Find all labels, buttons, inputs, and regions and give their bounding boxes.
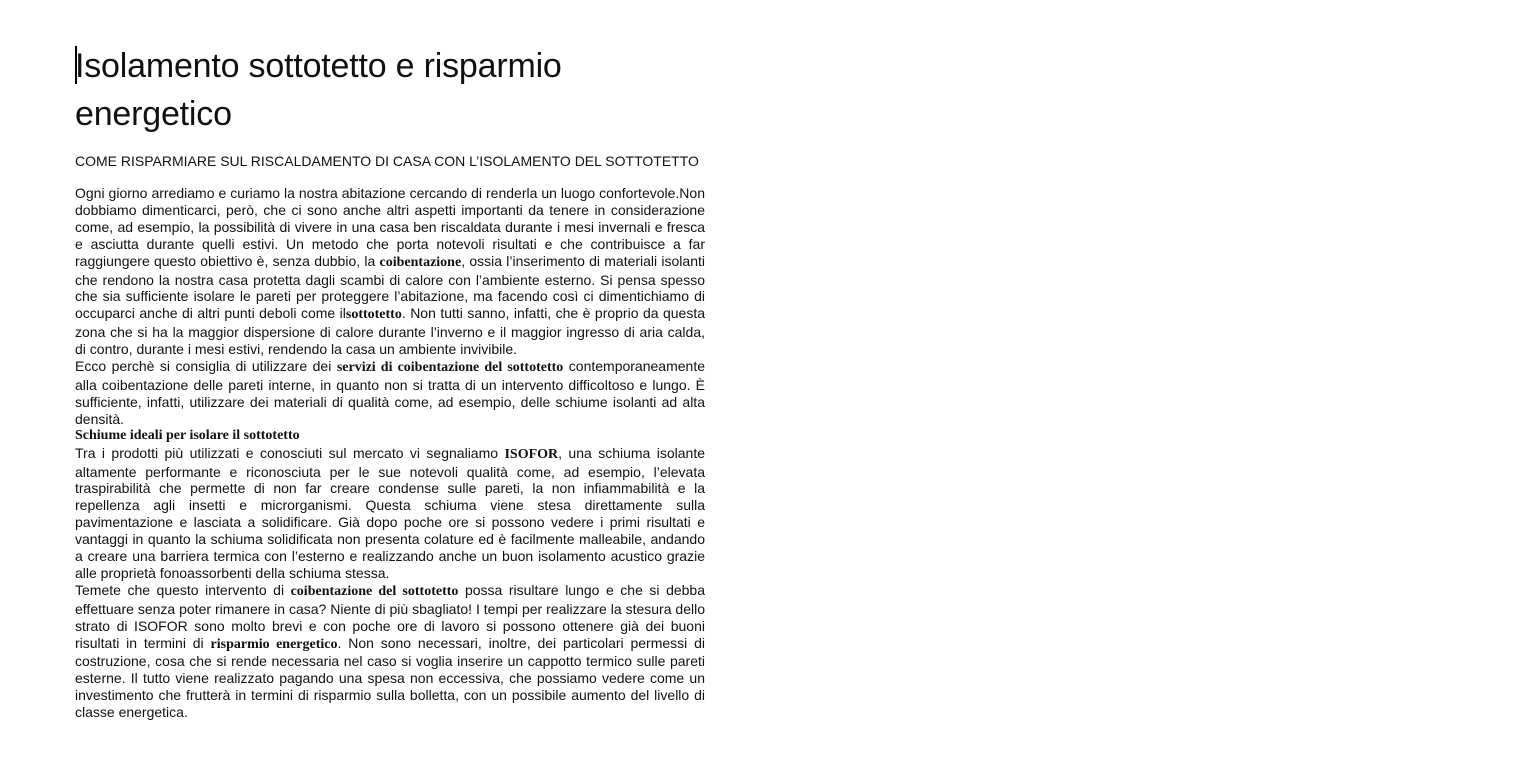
paragraph-intro[interactable]	[75, 185, 705, 358]
bold-term-sottotetto: sottotetto	[345, 307, 402, 323]
text-run: Tra i prodotti più utilizzati e conosciuti sul mercato vi segnaliamo	[75, 444, 505, 461]
document-subtitle[interactable]: COME RISPARMIARE SUL RISCALDAMENTO DI CASA CON L’ISOLAMENTO DEL SOTTOTETTO	[75, 153, 699, 169]
bold-term-isofor: ISOFOR	[504, 446, 559, 462]
bold-term-servizi: servizi di coibentazione del sottotetto	[336, 360, 564, 376]
document-body[interactable]	[75, 185, 705, 721]
section-heading[interactable]: Schiume ideali per isolare il sottotetto	[75, 427, 300, 443]
text-run: Temete che questo intervento di	[75, 581, 291, 598]
paragraph-conclusion[interactable]	[75, 582, 705, 721]
text-run: , ossia l’inserimento di materiali isolanti che rendono la nostra casa protetta dagli scambi di calore con l’ambiente esterno. Si pensa spesso che sia sufficiente isolare le pareti per proteggere l’abitazione, ma facendo così ci dimentichiamo di occuparci anche di altri punti deboli come il	[75, 252, 705, 322]
text-run: . Non sono necessari, inoltre, dei particolari permessi di costruzione, cosa che si rende necessaria nel caso si voglia inserire un cappotto termico sulle pareti esterne. Il tutto viene realizzato pagando una spesa non eccessiva, che possiamo vedere come un investimento che frutterà in termini di risparmio sulla bolletta, con un possibile aumento del livello di classe energetica.	[75, 634, 706, 721]
text-run: , una schiuma isolante altamente performante e riconosciuta per le sue notevoli qualità come, ad esempio, l’elevata traspirabilità che permette di non far creare condense sulle pareti, la non infiammabilità e la repellenza agli insetti e microrganismi. Questa schiuma viene stesa direttamente sulla pavimentazione e lasciata a solidificare. Già dopo poche ore si possono vedere i primi risultati e vantaggi in quanto la schiuma solidificata non presenta colature ed è facilmente malleabile, andando a creare una barriera termica con l’esterno e realizzando anche un buon isolamento acustico grazie alle proprietà fonoassorbenti della schiuma stessa.	[75, 444, 705, 581]
text-run: Ecco perchè si consiglia di utilizzare dei	[75, 358, 337, 375]
text-run: . Non tutti sanno, infatti, che è proprio da questa zona che si ha la maggior dispersione di calore durante l’inverno e il maggior ingresso di aria calda, di contro, durante i mesi estivi, rendendo la casa un ambiente invivibile.	[75, 305, 705, 358]
bold-term-coibentazione: coibentazione	[379, 254, 462, 270]
paragraph-services[interactable]	[75, 358, 705, 428]
text-run: Ogni giorno arrediamo e curiamo la nostra abitazione cercando di renderla un luogo confortevole.Non dobbiamo dimenticarci, però, che ci sono anche altri aspetti importanti da tenere in considerazione come, ad esempio, la possibilità di vivere in una casa ben riscaldata durante i mesi invernali e fresca e asciutta durante quelli estivi. Un metodo che porta notevoli risultati e che contribuisce a far raggiungere questo obiettivo è, senza dubbio, la	[75, 185, 705, 269]
document-title[interactable]: Isolamento sottotetto e risparmio energetico	[75, 47, 562, 133]
text-run: contemporaneamente alla coibentazione delle pareti interne, in quanto non si tratta di un intervento difficoltoso e lungo. È sufficiente, infatti, utilizzare dei materiali di qualità come, ad esempio, delle schiume isolanti ad alta densità.	[75, 358, 705, 427]
bold-term-risparmio: risparmio energetico	[210, 636, 338, 652]
paragraph-isofor[interactable]	[75, 445, 705, 582]
bold-term-coibentazione-sottotetto: coibentazione del sottotetto	[290, 583, 459, 599]
text-run: possa risultare lungo e che si debba effettuare senza poter rimanere in casa? Niente di più sbagliato! I tempi per realizzare la stesura dello strato di ISOFOR sono molto brevi e con poche ore di lavoro si possono ottenere già dei buoni risultati in termini di	[75, 581, 705, 651]
document-page[interactable]	[75, 42, 705, 721]
